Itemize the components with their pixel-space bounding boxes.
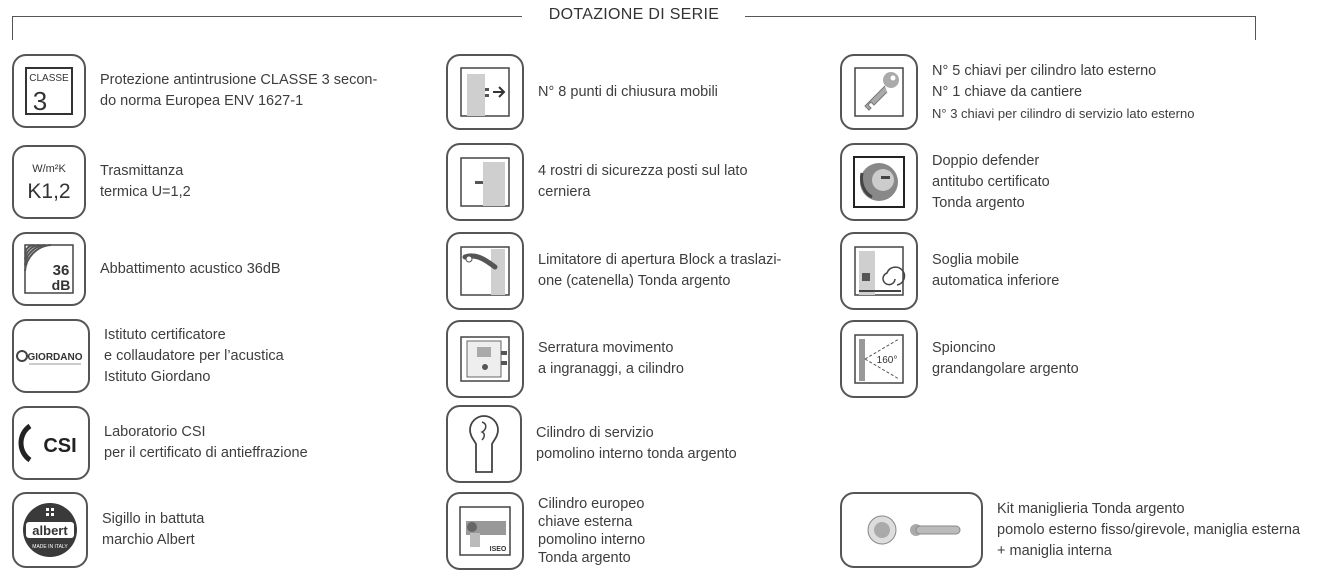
feature-item [840, 232, 1059, 310]
svg-text:K1,2: K1,2 [27, 180, 71, 203]
section-title: DOTAZIONE DI SERIE [548, 6, 720, 23]
thermal-transmittance-icon [12, 145, 86, 219]
feature-description: Trasmittanza termica U=1,2 [100, 163, 191, 200]
feature-item [446, 405, 737, 483]
svg-text:3: 3 [32, 86, 48, 116]
feature-item [840, 492, 1300, 568]
svg-text:albert: albert [32, 523, 68, 538]
door-limiter-icon [446, 232, 524, 310]
feature-description: Doppio defender antitubo certificato Tonda argento [932, 152, 1050, 211]
feature-description: Istituto certificatore e collaudatore per l’acustica Istituto Giordano [104, 326, 284, 385]
threshold-icon [840, 232, 918, 310]
feature-description: Protezione antintrusione CLASSE 3 secon- do norma Europea ENV 1627-1 [100, 72, 378, 109]
feature-item [446, 232, 781, 310]
svg-text:GIORDANO: GIORDANO [27, 352, 83, 363]
feature-item [12, 232, 281, 306]
feature-item [446, 492, 645, 570]
feature-description: 4 rostri di sicurezza posti sul lato cerniera [538, 163, 748, 200]
giordano-logo-icon [12, 319, 90, 393]
feature-description: Kit maniglieria Tonda argento pomolo esterno fisso/girevole, maniglia esterna + maniglia interna [997, 500, 1301, 559]
feature-description: Abbattimento acustico 36dB [100, 260, 281, 277]
handle-kit-icon [840, 492, 983, 568]
euro-cylinder-icon [446, 492, 524, 570]
feature-item [840, 320, 1079, 398]
feature-item [12, 145, 191, 219]
feature-item [840, 54, 1194, 130]
svg-text:MADE IN ITALY: MADE IN ITALY [32, 544, 68, 550]
feature-item [12, 319, 284, 393]
svg-text:36: 36 [52, 262, 70, 279]
feature-description: N° 8 punti di chiusura mobili [538, 83, 718, 100]
svg-text:ISEO: ISEO [489, 546, 507, 553]
lock-mechanism-icon [446, 320, 524, 398]
feature-description: Serratura movimento a ingranaggi, a cilindro [538, 340, 684, 377]
csi-logo-icon [12, 406, 90, 480]
feature-description: Cilindro europeo chiave esterna pomolino interno Tonda argento [538, 496, 646, 566]
feature-item [446, 54, 718, 130]
feature-item [840, 143, 1050, 221]
svg-text:CSI: CSI [43, 435, 77, 457]
feature-item [446, 143, 748, 221]
feature-description: Laboratorio CSI per il certificato di antieffrazione [104, 424, 308, 461]
feature-item [12, 54, 377, 128]
feature-description: Limitatore di apertura Block a traslazi- one (catenella) Tonda argento [538, 252, 782, 289]
feature-description: N° 5 chiavi per cilindro lato esterno N° 1 chiave da cantiere N° 3 chiavi per cilindro di servizio lato esterno [932, 62, 1195, 121]
svg-text:CLASSE: CLASSE [29, 73, 69, 84]
peephole-icon [840, 320, 918, 398]
feature-item [12, 406, 308, 480]
feature-item [12, 492, 204, 568]
feature-description: Spioncino grandangolare argento [932, 340, 1079, 377]
class-3-icon [12, 54, 86, 128]
locking-points-icon [446, 54, 524, 130]
svg-text:160°: 160° [876, 355, 898, 366]
feature-item [446, 320, 684, 398]
albert-seal-icon [12, 492, 88, 568]
acoustic-icon [12, 232, 86, 306]
defender-icon [840, 143, 918, 221]
feature-description: Soglia mobile automatica inferiore [932, 252, 1060, 289]
service-cylinder-icon [446, 405, 522, 483]
feature-description: Sigillo in battuta marchio Albert [102, 511, 205, 548]
svg-text:W/m²K: W/m²K [32, 163, 66, 175]
svg-text:dB: dB [51, 277, 71, 293]
keys-icon [840, 54, 918, 130]
feature-description: Cilindro di servizio pomolino interno tonda argento [536, 425, 737, 462]
hinge-bolts-icon [446, 143, 524, 221]
